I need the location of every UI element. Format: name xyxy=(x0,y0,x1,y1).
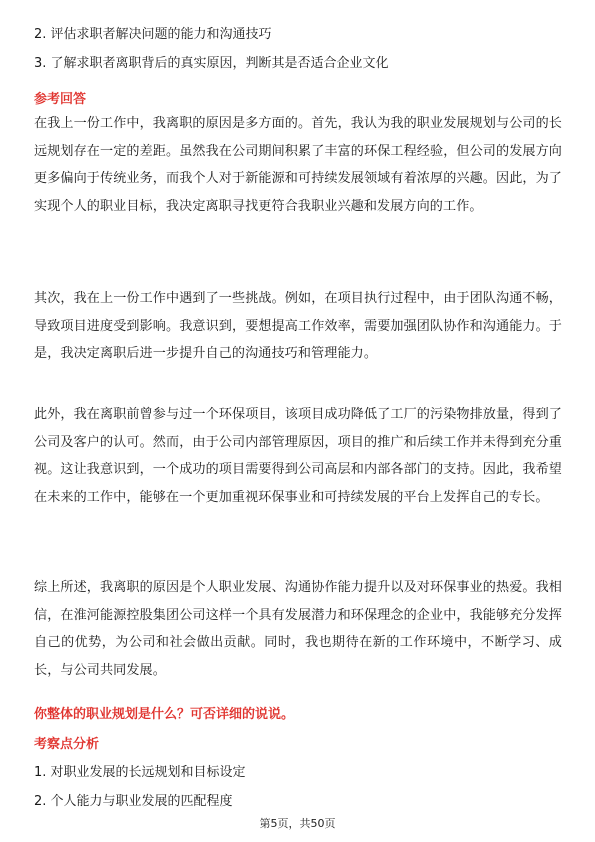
answer-paragraph: 综上所述，我离职的原因是个人职业发展、沟通协作能力提升以及对环保事业的热爱。我相信，在淮河能源控股集团公司这样一个具有发展潜力和环保理念的企业中，我能够充分发挥自己的优势，为公司和社会做出贡献。同时，我也期待在新的工作环境中，不断学习、成长，与公司共同发展。 xyxy=(34,580,562,678)
answer-paragraph: 其次，我在上一份工作中遇到了一些挑战。例如，在项目执行过程中，由于团队沟通不畅，导致项目进度受到影响。我意识到，要想提高工作效率，需要加强团队协作和沟通能力。于是，我决定离职后进一步提升自己的沟通技巧和管理能力。 xyxy=(34,291,562,361)
list-item: 2. 个人能力与职业发展的匹配程度 xyxy=(34,794,233,809)
list-item: 1. 对职业发展的长远规划和目标设定 xyxy=(34,765,246,780)
answer-paragraph: 此外，我在离职前曾参与过一个环保项目，该项目成功降低了工厂的污染物排放量，得到了公司及客户的认可。然而，由于公司内部管理原因，项目的推广和后续工作并未得到充分重视。这让我意识到，一个成功的项目需要得到公司高层和内部各部门的支持。因此，我希望在未来的工作中，能够在一个更加重视环保事业和可持续发展的平台上发挥自己的专长。 xyxy=(34,407,562,505)
reference-answer-heading: 参考回答 xyxy=(34,92,87,107)
list-item: 3. 了解求职者离职背后的真实原因，判断其是否适合企业文化 xyxy=(34,56,389,71)
page-footer: 第5页，共50页 xyxy=(259,817,336,830)
analysis-heading: 考察点分析 xyxy=(34,737,100,752)
list-item: 2. 评估求职者解决问题的能力和沟通技巧 xyxy=(34,27,272,42)
answer-paragraph: 在我上一份工作中，我离职的原因是多方面的。首先，我认为我的职业发展规划与公司的长远规划存在一定的差距。虽然我在公司期间积累了丰富的环保工程经验，但公司的发展方向更多偏向于传统业务，而我个人对于新能源和可持续发展领域有着浓厚的兴趣。因此，为了实现个人的职业目标，我决定离职寻找更符合我职业兴趣和发展方向的工作。 xyxy=(34,116,562,214)
question-heading: 你整体的职业规划是什么？可否详细的说说。 xyxy=(34,707,295,722)
